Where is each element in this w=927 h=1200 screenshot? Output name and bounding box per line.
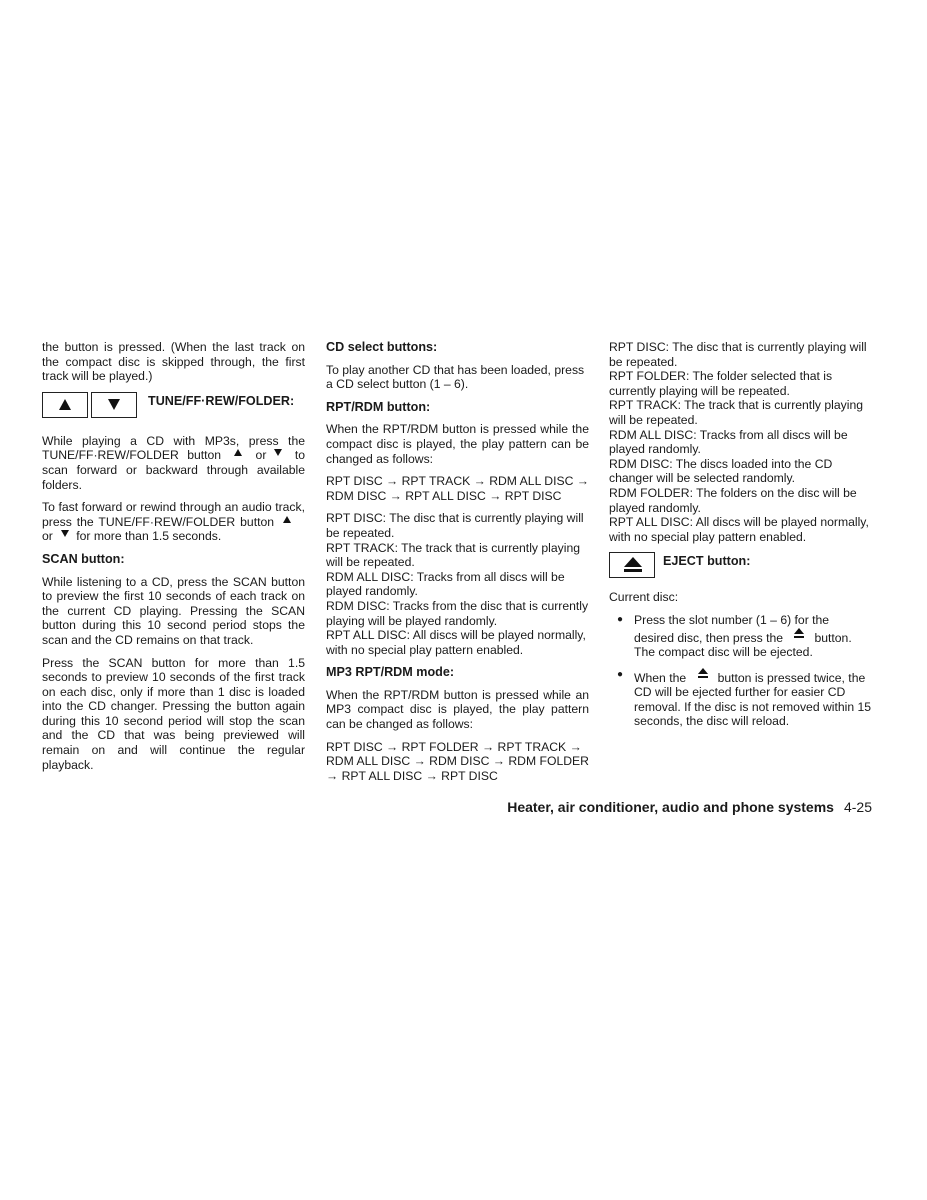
definition-item: RPT DISC: The disc that is currently playing will be repeated.: [326, 511, 584, 540]
scan-paragraph-1: While listening to a CD, press the SCAN button to preview the first 10 seconds of each track on the current CD playing. Pressing the SCAN button during this 10 second period stops the scan and the CD remains on that track.: [42, 574, 305, 647]
tune-down-key: [91, 392, 137, 418]
up-arrow-icon: [234, 449, 242, 456]
up-arrow-icon: [283, 516, 291, 523]
list-item: [609, 613, 872, 660]
scan-paragraph-2: Press the SCAN button for more than 1.5 seconds to preview 10 seconds of the first track on each disc, only if more than 1 disc is loaded into the CD changer. Pressing the button again during this 10 second period will stop the scan and the CD that was being previewed will remain on and will continue the regular playback.: [42, 655, 305, 772]
down-arrow-icon: [274, 449, 282, 456]
rpt-rdm-sequence: RPT DISC → RPT TRACK → RDM ALL DISC → RDM DISC → RPT ALL DISC → RPT DISC: [326, 474, 589, 503]
eject-heading: EJECT button:: [663, 554, 751, 569]
tune-button-row: [42, 392, 305, 418]
definition-item: RDM FOLDER: The folders on the disc will be played randomly.: [609, 485, 857, 515]
tune-p2-text-a: To fast forward or rewind through an audio track, press the TUNE/FF·REW/FOLDER button: [42, 500, 305, 529]
definition-item: RDM ALL DISC: Tracks from all discs will be played randomly.: [609, 427, 848, 457]
rpt-rdm-definitions: [326, 511, 589, 657]
bullet1-text-b: button. The compact disc will be ejected.: [634, 630, 852, 660]
tune-paragraph-1: [42, 434, 305, 492]
definition-item: RPT ALL DISC: All discs will be played normally, with no special play pattern enabled.: [326, 628, 586, 657]
definition-item: RDM ALL DISC: Tracks from all discs will be played randomly.: [326, 569, 565, 599]
down-arrow-icon: [61, 530, 69, 537]
definition-item: RPT ALL DISC: All discs will be played normally, with no special play pattern enabled.: [609, 515, 869, 544]
cd-select-heading: CD select buttons:: [326, 340, 438, 354]
cd-select-paragraph: To play another CD that has been loaded, press a CD select button (1 – 6).: [326, 362, 585, 392]
eject-icon: [698, 668, 708, 680]
current-disc-label: Current disc:: [609, 590, 679, 605]
or-text: or: [255, 448, 267, 463]
tune-heading: TUNE/FF·REW/FOLDER:: [148, 393, 295, 408]
intro-paragraph: the button is pressed. (When the last track on the compact disc is skipped through, the first track will be played.): [42, 340, 305, 384]
eject-icon: [794, 628, 804, 640]
column-1: [42, 340, 305, 780]
definition-item: RPT TRACK: The track that is currently playing will be repeated.: [609, 398, 864, 427]
eject-button-row: [609, 552, 872, 578]
mp3-paragraph: When the RPT/RDM button is pressed while an MP3 compact disc is played, the play pattern can be changed as follows:: [326, 687, 589, 732]
definition-item: RDM DISC: Tracks from the disc that is currently playing will be played randomly.: [326, 598, 589, 628]
rpt-rdm-paragraph: When the RPT/RDM button is pressed while the compact disc is played, the play pattern can be changed as follows:: [326, 422, 589, 466]
mp3-definitions: [609, 340, 872, 544]
tune-p2-text-b: for more than 1.5 seconds.: [76, 529, 222, 544]
mp3-sequence: RPT DISC → RPT FOLDER → RPT TRACK → RDM ALL DISC → RDM DISC → RDM FOLDER → RPT ALL DISC → RPT DISC: [326, 739, 589, 783]
tune-p1-text-a: While playing a CD with MP3s, press the TUNE/FF·REW/FOLDER button: [42, 433, 305, 463]
bullet2-text-a: When the: [634, 670, 687, 685]
tune-up-key: [42, 392, 88, 418]
list-item: [609, 668, 872, 729]
section-title: Heater, air conditioner, audio and phone systems: [507, 799, 834, 815]
rpt-rdm-heading: RPT/RDM button:: [326, 399, 431, 414]
tune-down-icon: [108, 399, 120, 410]
tune-up-icon: [59, 399, 71, 410]
bullet2-text-b: button is pressed twice, the CD will be ejected further for easier CD removal. If the disc is not removed within 15 seconds, the disc will reload.: [634, 670, 872, 729]
definition-item: RPT TRACK: The track that is currently playing will be repeated.: [326, 540, 581, 570]
column-3: [609, 340, 872, 737]
eject-icon: [609, 552, 655, 578]
mp3-rpt-rdm-heading: MP3 RPT/RDM mode:: [326, 665, 455, 680]
definition-item: RPT DISC: The disc that is currently playing will be repeated.: [609, 340, 867, 369]
page-number: 4-25: [843, 799, 872, 815]
page-footer: [500, 799, 872, 815]
bullet1-text-a: Press the slot number (1 – 6) for the desired disc, then press the: [634, 612, 830, 645]
tune-p1-text-b: to scan forward or backward through available folders.: [42, 448, 306, 492]
scan-heading: SCAN button:: [42, 551, 125, 566]
or-text: or: [42, 529, 53, 544]
definition-item: RDM DISC: The discs loaded into the CD changer will be selected randomly.: [609, 456, 833, 486]
column-2: [326, 340, 589, 791]
tune-paragraph-2: [42, 500, 305, 544]
definition-item: RPT FOLDER: The folder selected that is currently playing will be repeated.: [609, 369, 833, 398]
eject-bullet-list: [609, 613, 872, 729]
